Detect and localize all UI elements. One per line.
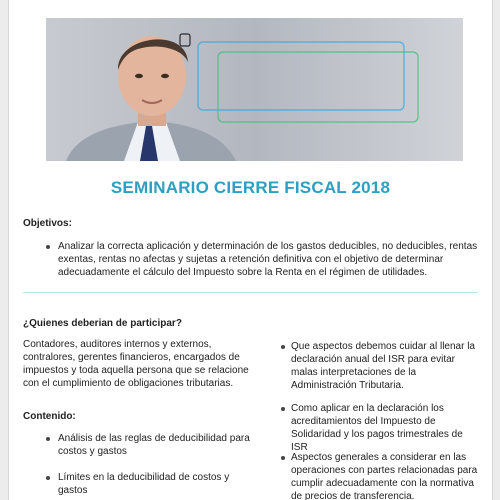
document-page (8, 0, 493, 500)
hero-illustration (46, 18, 463, 161)
contenido-heading: Contenido: (23, 411, 76, 422)
participar-heading: ¿Quienes deberian de participar? (23, 318, 182, 329)
contenido-item: Análisis de las reglas de deducibilidad para costos y gastos (58, 433, 250, 457)
participar-text: Contadores, auditores internos y externos, contralores, gerentes financieros, encargados de impuestos y toda aquella persona que se relacione con el cumplimiento de obligaciones tributarias. (23, 339, 249, 389)
bullet-icon (281, 345, 285, 349)
right-item: Como aplicar en la declaración los acreditamientos del Impuesto de Solidaridad y los pagos trimestrales de ISR (291, 403, 463, 453)
objetivos-heading: Objetivos: (23, 218, 72, 229)
bullet-icon (281, 407, 285, 411)
page-title: SEMINARIO CIERRE FISCAL 2018 (110, 178, 391, 197)
section-divider (23, 292, 478, 293)
bullet-icon (46, 245, 50, 249)
contenido-item: Límites en la deducibilidad de costos y gastos (58, 472, 230, 496)
bullet-icon (281, 456, 285, 460)
right-item: Que aspectos debemos cuidar al llenar la declaración anual del ISR para evitar malas interpretaciones de la Administración Tributaria. (291, 341, 475, 391)
bullet-icon (46, 437, 50, 441)
hero-photo (46, 18, 463, 161)
right-item: Aspectos generales a considerar en las operaciones con partes relacionadas para cumplir adecuadamente con la normativa de precios de transferencia. (291, 452, 478, 500)
objetivos-item: Analizar la correcta aplicación y determinación de los gastos deducibles, no deducibles, rentas exentas, rentas no afectas y sujetas a retención definitiva con el objetivo de determinar adecuadamente el cálculo del Impuesto sobre la Renta en el régimen de utilidades. (58, 241, 478, 278)
bullet-icon (46, 476, 50, 480)
